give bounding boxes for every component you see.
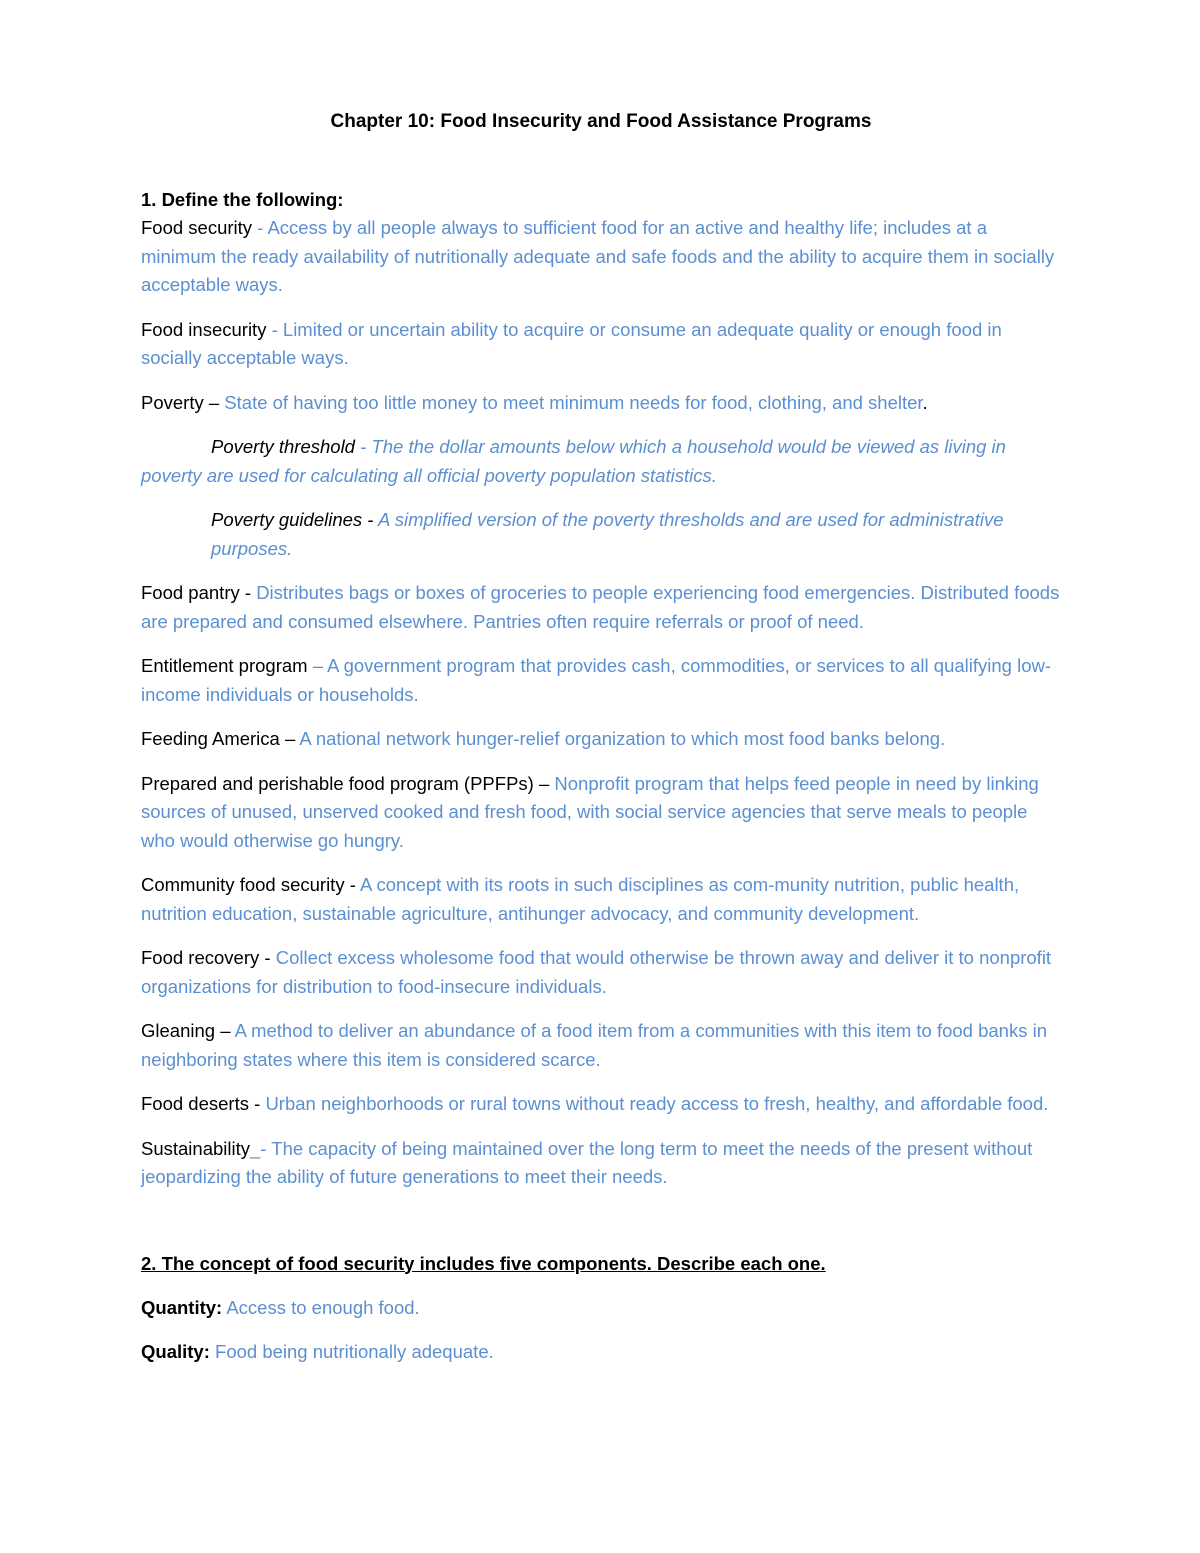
definition-term: Entitlement program	[141, 655, 308, 676]
definition-separator: –	[533, 772, 555, 794]
definition-separator: -	[259, 947, 276, 968]
definition-text: The capacity of being maintained over the long term to meet the needs of the present without jeopardizing the ability of future generations to meet their needs.	[141, 1137, 1033, 1187]
definition-term: Food pantry	[141, 582, 240, 603]
definition-term: Gleaning	[141, 1020, 216, 1041]
definition-separator: –	[279, 728, 300, 749]
component-term: Quality:	[141, 1341, 210, 1362]
definition-term: Feeding America	[141, 728, 280, 749]
definition-term: Food recovery	[141, 947, 260, 968]
definition-term: Prepared and perishable food program (PPFPs)	[141, 772, 534, 794]
definition-poverty	[141, 389, 1061, 418]
definition-text: A simplified version of the poverty thresholds and are used for administrative purposes.	[211, 509, 1004, 559]
definition-text: A national network hunger-relief organization to which most food banks belong.	[299, 728, 946, 749]
definition-gleaning	[141, 1017, 1061, 1074]
definition-text: Nonprofit program that helps feed people in need by linking sources of unused, unserved cooked and fresh food, with social service agencies that serve meals to people who would otherwise go hungry.	[141, 772, 1039, 851]
definition-text: Access by all people always to sufficient food for an active and healthy life; includes at a minimum the ready availability of nutritionally adequate and safe foods and the ability to acquire them in socially acceptable ways.	[141, 217, 1055, 295]
definition-separator: –	[215, 1020, 235, 1041]
definition-separator: _-	[250, 1137, 272, 1159]
definition-food-deserts	[141, 1090, 1061, 1119]
definition-separator: -	[344, 874, 360, 895]
definition-poverty-guidelines	[141, 506, 1061, 563]
definition-sustainability	[141, 1135, 1061, 1192]
component-text: Access to enough food.	[222, 1296, 420, 1318]
definition-term: Food deserts	[141, 1093, 249, 1114]
definition-food-insecurity	[141, 316, 1061, 373]
document-content	[141, 108, 1061, 1383]
definition-separator: -	[252, 217, 268, 238]
definition-text: Limited or uncertain ability to acquire or consume an adequate quality or enough food in socially acceptable ways.	[141, 318, 1002, 368]
component-quality	[141, 1338, 1061, 1367]
definition-text: Urban neighborhoods or rural towns without ready access to fresh, healthy, and affordable food.	[265, 1093, 1049, 1114]
definition-separator: -	[248, 1093, 266, 1114]
component-term: Quantity:	[141, 1296, 223, 1318]
definition-text: State of having too little money to meet minimum needs for food, clothing, and shelter	[224, 391, 923, 413]
definition-separator: -	[266, 318, 283, 340]
definition-text: A concept with its roots in such disciplines as com-munity nutrition, public health, nutrition education, sustainable agriculture, antihunger advocacy, and community development.	[141, 874, 1020, 924]
definition-term: Poverty threshold	[211, 436, 355, 457]
definition-community-food-security	[141, 871, 1061, 928]
definition-text: The the dollar amounts below which a household would be viewed as living in poverty are used for calculating all official poverty population statistics.	[141, 436, 1006, 486]
definition-entitlement-program	[141, 652, 1061, 709]
definition-text: Collect excess wholesome food that would otherwise be thrown away and deliver it to nonprofit organizations for distribution to food-insecure individuals.	[141, 947, 1052, 997]
section-1-heading: 1. Define the following:	[141, 189, 344, 210]
definition-ppfp	[141, 770, 1061, 856]
definition-food-security	[141, 214, 1061, 300]
definition-separator: -	[239, 582, 257, 603]
definition-tail: .	[922, 391, 928, 413]
definition-term: Sustainability	[141, 1137, 251, 1159]
definition-term: Food insecurity	[141, 318, 267, 340]
section-2-heading: 2. The concept of food security includes five components. Describe each one.	[141, 1252, 826, 1274]
definition-separator: -	[354, 436, 372, 457]
definition-text: A method to deliver an abundance of a food item from a communities with this item to food banks in neighboring states where this item is considered scarce.	[141, 1020, 1048, 1070]
component-quantity	[141, 1294, 1061, 1323]
page-title: Chapter 10: Food Insecurity and Food Assistance Programs	[330, 111, 872, 132]
definition-term: Poverty	[141, 391, 204, 413]
definition-poverty-threshold	[141, 433, 1061, 490]
definition-term: Food security	[141, 217, 253, 238]
definition-text: A government program that provides cash, commodities, or services to all qualifying low-income individuals or households.	[141, 655, 1052, 705]
definition-separator: -	[362, 509, 378, 530]
definition-term: Poverty guidelines	[211, 509, 363, 530]
definition-food-pantry	[141, 579, 1061, 636]
definition-separator: –	[307, 655, 328, 676]
component-text: Food being nutritionally adequate.	[209, 1341, 494, 1362]
definition-food-recovery	[141, 944, 1061, 1001]
definition-feeding-america	[141, 725, 1061, 754]
definition-term: Community food security	[141, 874, 345, 895]
definition-text: Distributes bags or boxes of groceries to people experiencing food emergencies. Distributed foods are prepared and consumed elsewhere. Pantries often require referrals or proof of need.	[141, 582, 1060, 632]
definition-separator: –	[203, 391, 225, 413]
